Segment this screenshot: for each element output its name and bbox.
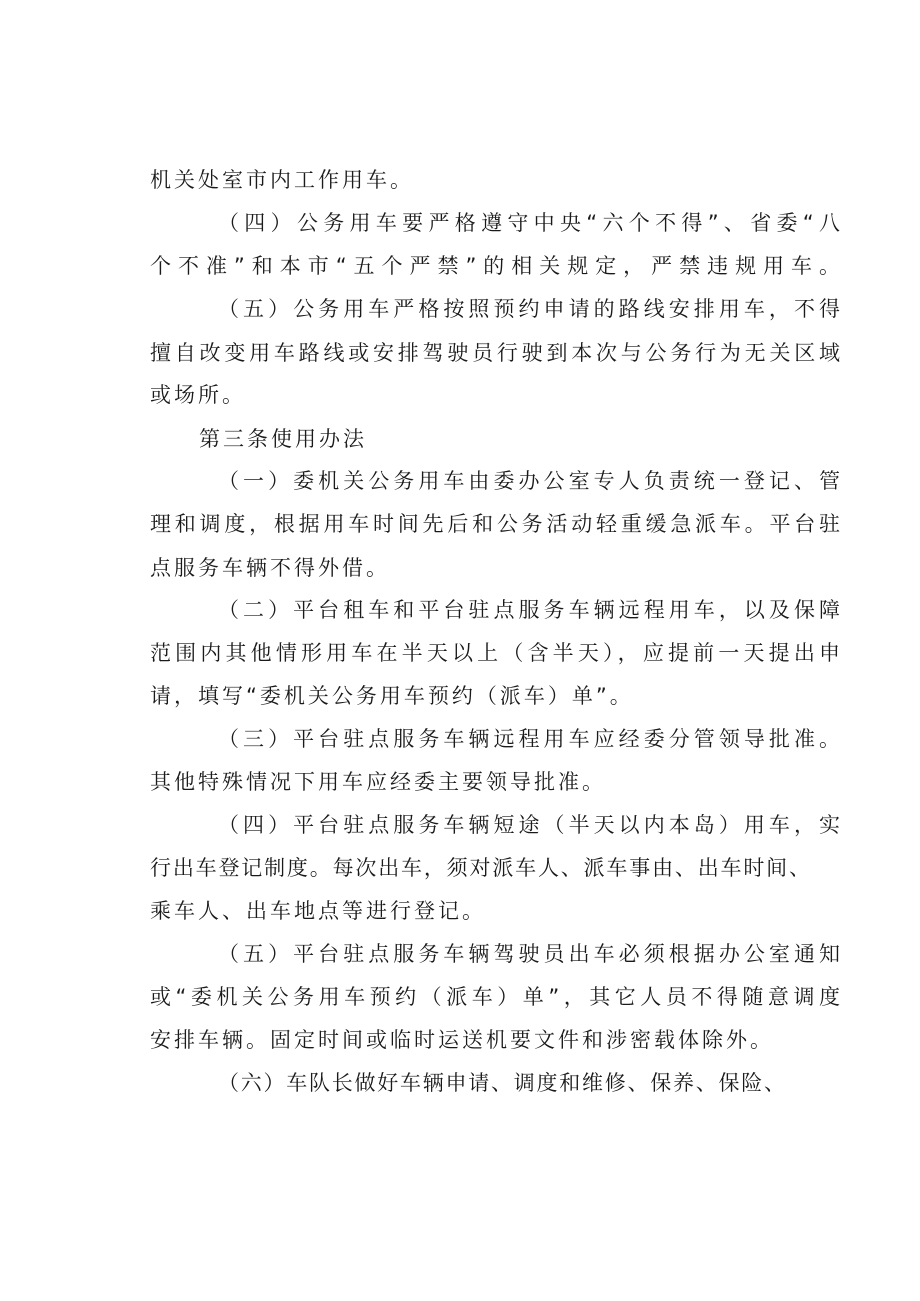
text-line: （四）平台驻点服务车辆短途（半天以内本岛）用车，实 bbox=[218, 813, 840, 837]
text-line: 擅自改变用车路线或安排驾驶员行驶到本次与公务行为无关区域 bbox=[150, 341, 840, 365]
text-line: 其他特殊情况下用车应经委主要领导批准。 bbox=[150, 770, 606, 794]
text-line: 安排车辆。固定时间或临时运送机要文件和涉密载体除外。 bbox=[150, 1028, 774, 1052]
text-line: 或场所。 bbox=[150, 383, 246, 407]
text-line: 乘车人、出车地点等进行登记。 bbox=[150, 899, 486, 923]
text-line: 个不准”和本市“五个严禁”的相关规定，严禁违规用车。 bbox=[150, 254, 840, 278]
text-line: （五）公务用车严格按照预约申请的路线安排用车，不得 bbox=[218, 297, 840, 321]
text-line: 理和调度，根据用车时间先后和公务活动轻重缓急派车。平台驻 bbox=[150, 512, 840, 536]
text-line: （五）平台驻点服务车辆驾驶员出车必须根据办公室通知 bbox=[218, 942, 840, 966]
text-line: （二）平台租车和平台驻点服务车辆远程用车，以及保障 bbox=[218, 598, 840, 622]
section-heading: 第三条使用办法 bbox=[199, 427, 367, 451]
text-line: 请，填写“委机关公务用车预约（派车）单”。 bbox=[150, 684, 634, 708]
text-line: （六）车队长做好车辆申请、调度和维修、保养、保险、 bbox=[218, 1071, 785, 1095]
text-line: 机关处室市内工作用车。 bbox=[150, 168, 414, 192]
text-line: 或“委机关公务用车预约（派车）单”，其它人员不得随意调度 bbox=[150, 985, 840, 1009]
text-line: 行出车登记制度。每次出车，须对派车人、派车事由、出车时间、 bbox=[150, 856, 810, 880]
text-line: 点服务车辆不得外借。 bbox=[150, 556, 390, 580]
text-line: （三）平台驻点服务车辆远程用车应经委分管领导批准。 bbox=[218, 727, 840, 751]
text-line: （一）委机关公务用车由委办公室专人负责统一登记、管 bbox=[218, 469, 840, 493]
text-line: 范围内其他情形用车在半天以上（含半天），应提前一天提出申 bbox=[150, 641, 840, 665]
text-line: （四）公务用车要严格遵守中央“六个不得”、省委“八 bbox=[218, 211, 840, 235]
